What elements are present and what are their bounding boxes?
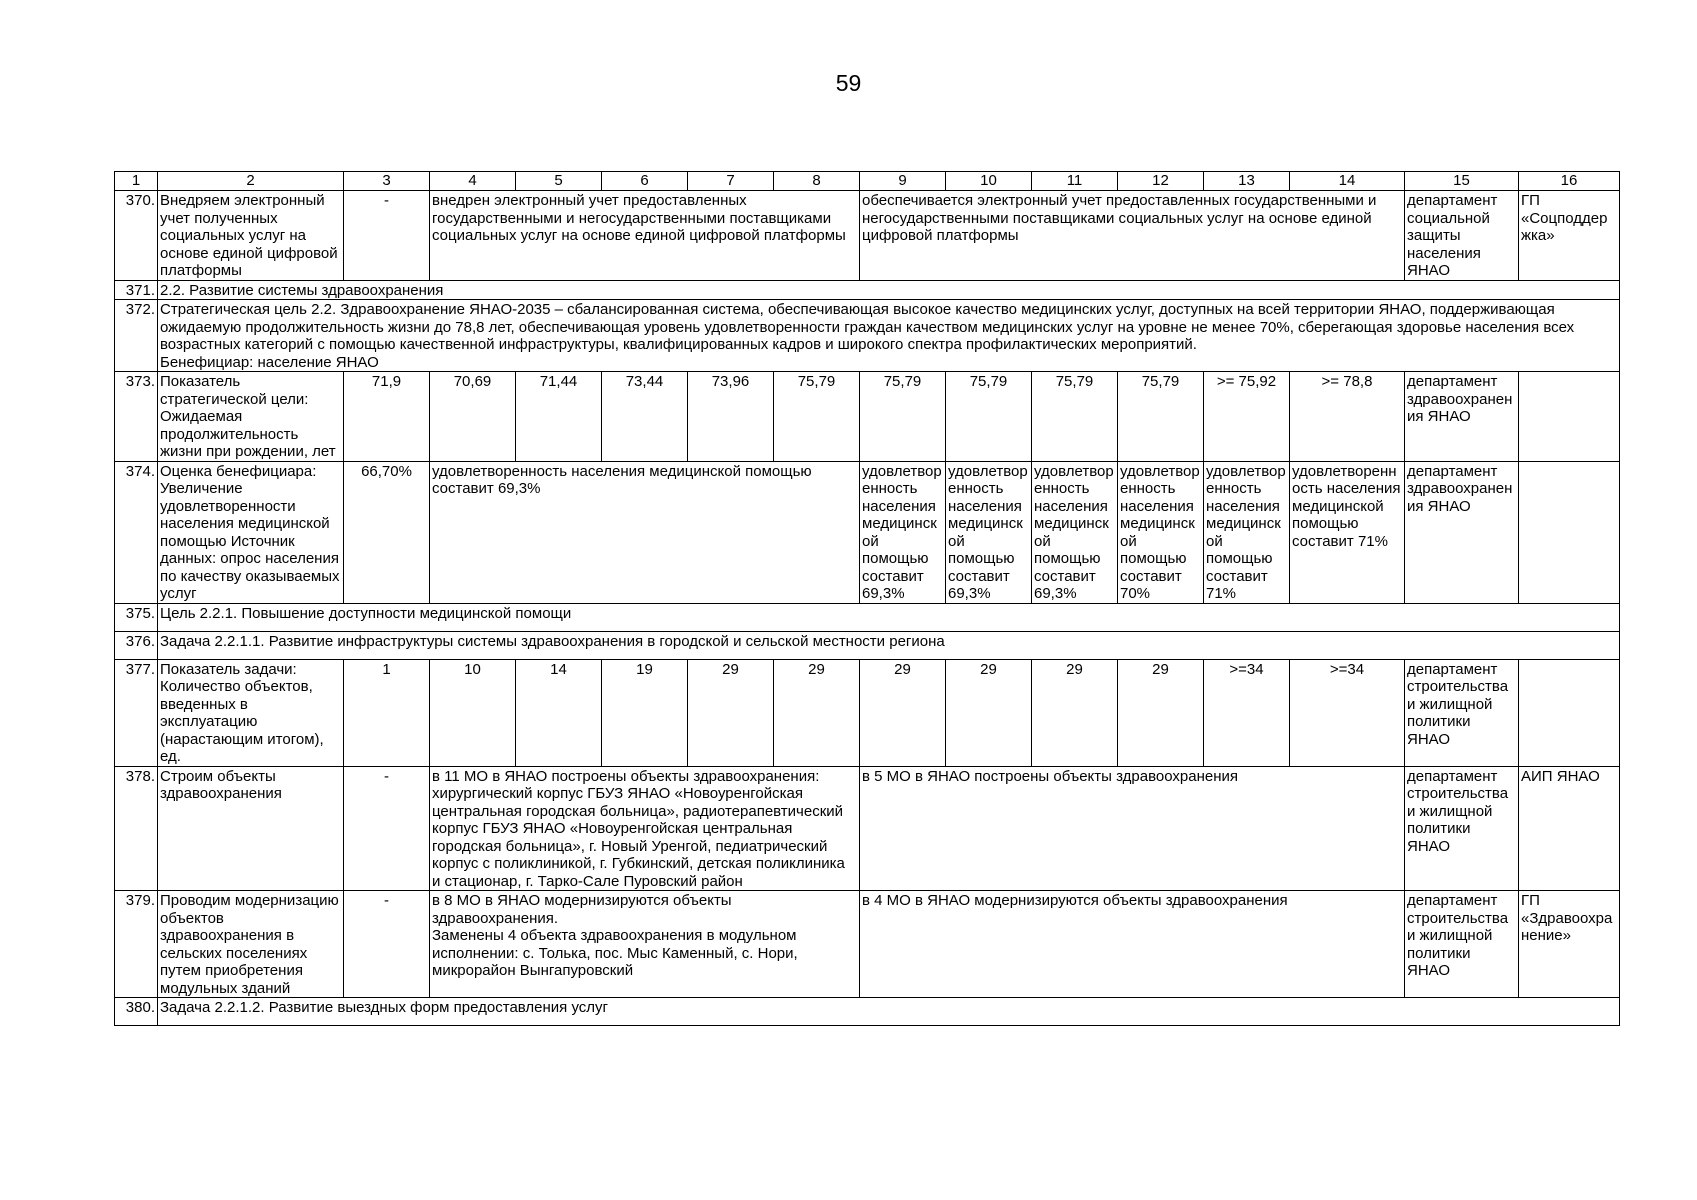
value-cell: 75,79 — [1032, 372, 1118, 462]
header-cell: 5 — [516, 172, 602, 191]
base-value: - — [344, 891, 430, 998]
value-cell: 29 — [1032, 659, 1118, 766]
stage2-text: в 4 МО в ЯНАО модернизируются объекты здравоохранения — [860, 891, 1405, 998]
row-number: 375. — [115, 603, 158, 631]
stage1-text: внедрен электронный учет предоставленных государственными и негосударственными поставщиками социальных услуг на основе единой цифровой платформы — [430, 191, 860, 281]
value-cell: 75,79 — [774, 372, 860, 462]
header-cell: 15 — [1405, 172, 1519, 191]
table-row — [115, 280, 1620, 300]
value-cell: >=34 — [1290, 659, 1405, 766]
header-cell: 12 — [1118, 172, 1204, 191]
value-cell: 10 — [430, 659, 516, 766]
value-cell: 75,79 — [946, 372, 1032, 462]
table-row — [115, 603, 1620, 631]
row-number: 370. — [115, 191, 158, 281]
value-cell: удовлетворенность населения медицинской помощью составит 69,3% — [860, 461, 946, 603]
column-number-row — [115, 172, 1620, 191]
value-cell: 14 — [516, 659, 602, 766]
header-cell: 10 — [946, 172, 1032, 191]
stage2-text: в 5 МО в ЯНАО построены объекты здравоохранения — [860, 766, 1405, 891]
value-cell: 73,44 — [602, 372, 688, 462]
header-cell: 7 — [688, 172, 774, 191]
row-number: 374. — [115, 461, 158, 603]
value-cell: >= 75,92 — [1204, 372, 1290, 462]
value-cell: 29 — [860, 659, 946, 766]
beneficiary-text: Бенефициар: население ЯНАО — [160, 353, 379, 371]
header-cell: 16 — [1519, 172, 1620, 191]
table-row — [115, 891, 1620, 998]
responsible: департамент здравоохранения ЯНАО — [1405, 461, 1519, 603]
value-cell: 29 — [946, 659, 1032, 766]
row-number: 377. — [115, 659, 158, 766]
table-row — [115, 998, 1620, 1026]
value-cell: удовлетворенность населения медицинской помощью составит 71% — [1204, 461, 1290, 603]
page-number: 59 — [835, 70, 862, 96]
header-cell: 13 — [1204, 172, 1290, 191]
stage1-text — [430, 891, 860, 998]
value-cell: удовлетворенность населения медицинской помощью составит 69,3% — [946, 461, 1032, 603]
task-heading: Задача 2.2.1.2. Развитие выездных форм предоставления услуг — [158, 998, 1620, 1026]
stage2-text: обеспечивается электронный учет предоставленных государственными и негосударственными поставщиками социальных услуг на основе единой цифровой платформы — [860, 191, 1405, 281]
value-cell: >=34 — [1204, 659, 1290, 766]
value-cell: 73,96 — [688, 372, 774, 462]
header-cell: 3 — [344, 172, 430, 191]
header-cell: 8 — [774, 172, 860, 191]
program — [1519, 659, 1620, 766]
responsible: департамент социальной защиты населения ЯНАО — [1405, 191, 1519, 281]
table-row — [115, 372, 1620, 462]
stage1-text-part: в 8 МО в ЯНАО модернизируются объекты здравоохранения. — [432, 892, 732, 927]
value-cell: 75,79 — [1118, 372, 1204, 462]
value-cell: удовлетворенность населения медицинской помощью составит 69,3% — [1032, 461, 1118, 603]
value-cell: 75,79 — [860, 372, 946, 462]
table-row — [115, 659, 1620, 766]
row-number: 380. — [115, 998, 158, 1026]
header-cell: 14 — [1290, 172, 1405, 191]
program: АИП ЯНАО — [1519, 766, 1620, 891]
header-cell: 4 — [430, 172, 516, 191]
stage1-text: в 11 МО в ЯНАО построены объекты здравоохранения: хирургический корпус ГБУЗ ЯНАО «Новоуренгойская центральная городская больница», радиотерапевтический корпус ГБУЗ ЯНАО «Новоуренгойская центральная городская больница», г. Новый Уренгой, педиатрический корпус с поликлиникой, г. Губкинский, детская поликлиника и стационар, г. Тарко-Сале Пуровский район — [430, 766, 860, 891]
value-cell: удовлетворенность населения медицинской помощью составит 70% — [1118, 461, 1204, 603]
program — [1519, 372, 1620, 462]
value-cell: удовлетворенность населения медицинской помощью составит 71% — [1290, 461, 1405, 603]
row-number: 376. — [115, 631, 158, 659]
row-name: Показатель стратегической цели: Ожидаемая продолжительность жизни при рождении, лет — [158, 372, 344, 462]
row-name: Проводим модернизацию объектов здравоохранения в сельских поселениях путем приобретения модульных зданий — [158, 891, 344, 998]
stage1-text-part: Заменены 4 объекта здравоохранения в модульном исполнении: с. Толька, пос. Мыс Каменный, с. Нори, микрорайон Вынгапуровский — [432, 927, 798, 979]
header-cell: 2 — [158, 172, 344, 191]
base-value: 66,70% — [344, 461, 430, 603]
strategy-table — [114, 171, 1620, 1026]
program: ГП «Здравоохранение» — [1519, 891, 1620, 998]
responsible: департамент строительства и жилищной политики ЯНАО — [1405, 891, 1519, 998]
value-cell: 1 — [344, 659, 430, 766]
program: ГП «Соцподдержка» — [1519, 191, 1620, 281]
row-number: 379. — [115, 891, 158, 998]
value-cell: 70,69 — [430, 372, 516, 462]
value-cell: 19 — [602, 659, 688, 766]
row-name: Показатель задачи: Количество объектов, введенных в эксплуатацию (нарастающим итогом), ед. — [158, 659, 344, 766]
table-row — [115, 461, 1620, 603]
program — [1519, 461, 1620, 603]
section-heading: 2.2. Развитие системы здравоохранения — [158, 280, 1620, 300]
row-number: 371. — [115, 280, 158, 300]
value-cell: 71,9 — [344, 372, 430, 462]
value-cell: 29 — [774, 659, 860, 766]
goal-heading: Цель 2.2.1. Повышение доступности медицинской помощи — [158, 603, 1620, 631]
row-name: Внедряем электронный учет полученных социальных услуг на основе единой цифровой платформы — [158, 191, 344, 281]
row-number: 378. — [115, 766, 158, 891]
table-row — [115, 631, 1620, 659]
base-value: - — [344, 191, 430, 281]
value-cell: >= 78,8 — [1290, 372, 1405, 462]
row-name: Оценка бенефициара: Увеличение удовлетворенности населения медицинской помощью Источник данных: опрос населения по качеству оказываемых услуг — [158, 461, 344, 603]
responsible: департамент строительства и жилищной политики ЯНАО — [1405, 766, 1519, 891]
row-number: 373. — [115, 372, 158, 462]
responsible: департамент здравоохранения ЯНАО — [1405, 372, 1519, 462]
header-cell: 9 — [860, 172, 946, 191]
table-row — [115, 300, 1620, 372]
task-heading: Задача 2.2.1.1. Развитие инфраструктуры системы здравоохранения в городской и сельской местности региона — [158, 631, 1620, 659]
row-number: 372. — [115, 300, 158, 372]
base-value: - — [344, 766, 430, 891]
responsible: департамент строительства и жилищной политики ЯНАО — [1405, 659, 1519, 766]
strategic-goal-text: Стратегическая цель 2.2. Здравоохранение ЯНАО-2035 – сбалансированная система, обеспечивающая высокое качество медицинских услуг, доступных на всей территории ЯНАО, поддерживающая ожидаемую продолжительность жизни до 78,8 лет, обеспечивающая уровень удовлетворенности граждан качеством медицинских услуг на уровне не менее 70%, сберегающая здоровье населения всех возрастных категорий с помощью качественной инфраструктуры, квалифицированных кадров и широкого спектра профилактических мероприятий. — [160, 301, 1575, 353]
header-cell: 6 — [602, 172, 688, 191]
value-cell: 29 — [1118, 659, 1204, 766]
header-cell: 1 — [115, 172, 158, 191]
table-row — [115, 191, 1620, 281]
strategic-goal — [158, 300, 1620, 372]
table-row — [115, 766, 1620, 891]
stage1-text: удовлетворенность населения медицинской помощью составит 69,3% — [430, 461, 860, 603]
header-cell: 11 — [1032, 172, 1118, 191]
value-cell: 29 — [688, 659, 774, 766]
row-name: Строим объекты здравоохранения — [158, 766, 344, 891]
value-cell: 71,44 — [516, 372, 602, 462]
